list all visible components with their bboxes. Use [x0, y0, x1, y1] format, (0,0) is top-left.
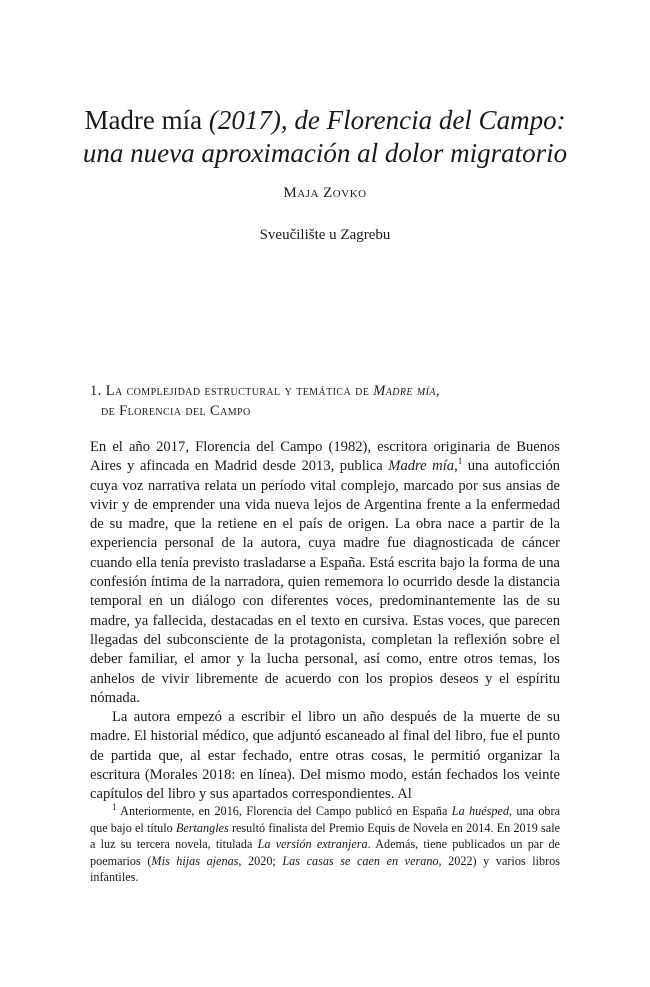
- article-title: [60, 104, 590, 170]
- title-subtitle-part: (2017), de Florencia del Campo:: [208, 105, 566, 135]
- title-book-name: Madre mía: [84, 105, 209, 135]
- footnote-italic: La versión extranjera: [257, 837, 368, 851]
- footnote-italic: Mis hijas ajenas: [151, 853, 239, 868]
- footnote-mark: 1: [112, 801, 117, 812]
- title-line-1: [60, 104, 590, 137]
- footnote-text: resultó finalista del Premio Equis de Novela en 2014. En 2019 sale a luz su tercera novela, titulada: [90, 820, 560, 851]
- section-heading: [90, 381, 570, 421]
- footnote-text: . Además, tiene publicados un par de poemarios (: [90, 837, 560, 868]
- section-heading-line-2: de Florencia del Campo: [101, 403, 251, 419]
- section-heading-italic: Madre mía: [373, 383, 436, 399]
- footnote-reference[interactable]: 1: [457, 456, 463, 467]
- footnote: [90, 803, 560, 886]
- footnote-1: [90, 803, 560, 886]
- paragraph-1: En el año 2017, Florencia del Campo (1982), escritora originaria de Buenos Aires y afincada en Madrid desde 2013, publica Madre mía,$^1$ una autoficción cuya voz narrativa relata un período vital complejo, marcado por sus ansias de vivir y de emprender una vida nueva lejos de Argentina frente a la enfermedad de su madre, que la retiene en el país de origen. La obra nace a partir de la experiencia personal de la autora, cuya madre fue diagnosticada de cáncer cuando ella tenía previsto trasladarse a España. Está escrita bajo la forma de una confesión íntima de la narradora, quien rememora lo ocurrido desde la distancia temporal en un diálogo con diferentes voces, predominantemente las de su madre, ya fallecida, destacadas en el texto en cursiva. Estas voces, que parecen llegadas del subconsciente de la protagonista, completan la reflexión sobre el deber familiar, el amor y la lucha personal, así como, entre otros temas, los anhelos de vivir libremente de acuerdo con los propios deseos y el espíritu nómada.: [90, 439, 560, 706]
- paragraph-1-italic: Madre mía: [388, 458, 455, 475]
- footnote-text: , 2020;: [238, 853, 283, 868]
- footnote-italic: Las casas se caen en verano: [282, 853, 439, 868]
- title-line-2: una nueva aproximación al dolor migratorio: [82, 138, 568, 168]
- section-heading-text: 1. La complejidad estructural y temática de: [90, 383, 374, 399]
- author-name: Maja Zovko: [283, 185, 367, 201]
- footnote-italic: La huésped: [451, 804, 509, 818]
- footnote-text: , 2022) y varios libros infantiles.: [90, 853, 560, 884]
- body-text: [90, 438, 560, 805]
- paragraph-1-part-1: En el año 2017, Florencia del Campo (1982), escritora originaria de Buenos Aires y afincada en Madrid desde 2013, publica: [90, 439, 560, 475]
- author-affiliation: Sveučilište u Zagrebu: [259, 227, 391, 243]
- section-heading-comma: ,: [435, 383, 440, 399]
- footnote-text: , una obra que bajo el título: [90, 804, 560, 835]
- paragraph-1-part-2: una autoficción cuya voz narrativa relata un período vital complejo, marcado por sus ansias de vivir y de emprender una vida nueva lejos de Argentina frente a la enfermedad de su madre, que la retiene en el país de origen. La obra nace a partir de la experiencia personal de la autora, cuya madre fue diagnosticada de cáncer cuando ella tenía previsto trasladarse a España. Está escrita bajo la forma de una confesión íntima de la narradora, quien rememora lo ocurrido desde la distancia temporal en un diálogo con diferentes voces, predominantemente las de su madre, ya fallecida, destacadas en el texto en cursiva. Estas voces, que parecen llegadas del subconsciente de la protagonista, completan la reflexión sobre el deber familiar, el amor y la lucha personal, así como, entre otros temas, los anhelos de vivir libremente de acuerdo con los propios deseos y el espíritu nómada.: [90, 458, 560, 706]
- footnote-text: Anteriormente, en 2016, Florencia del Campo publicó en España: [116, 804, 452, 818]
- paragraph-2: La autora empezó a escribir el libro un año después de la muerte de su madre. El historial médico, que adjuntó escaneado al final del libro, fue el punto de partida que, al estar fechado, entre otras cosas, le permitió organizar la escritura (Morales 2018: en línea). Del mismo modo, están fechados los veinte capítulos del libro y sus apartados correspondientes. Al: [90, 709, 560, 803]
- footnote-italic: Bertangles: [175, 820, 229, 835]
